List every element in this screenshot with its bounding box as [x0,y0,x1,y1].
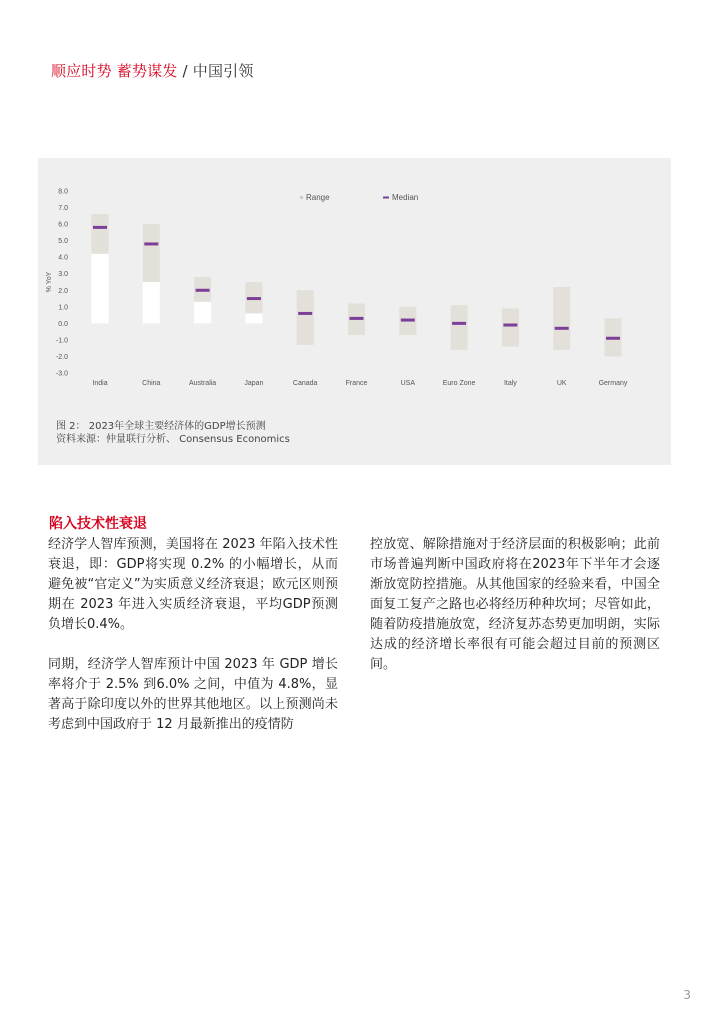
page-number: 3 [683,988,691,1002]
range-bar [502,308,519,346]
median-mark [247,297,261,300]
median-mark [452,322,466,325]
y-tick-label: -2.0 [55,353,68,361]
median-mark [555,327,569,330]
range-gap [245,313,262,323]
body-column-left [48,535,338,755]
median-mark [401,319,415,322]
median-mark [196,289,210,292]
range-gap [194,302,211,324]
y-tick-label: 7.0 [58,205,68,213]
range-bar [143,224,160,282]
median-mark [144,242,158,245]
figure-caption [56,420,290,446]
range-gap [92,254,109,323]
median-mark [298,312,312,315]
figure-panel [38,158,671,465]
y-axis-label: % YoY [46,271,53,293]
header-separator: / [177,62,193,80]
x-category-label: India [92,380,108,387]
gdp-forecast-chart [38,158,671,413]
y-tick-label: 6.0 [58,221,68,229]
range-bar [92,214,109,254]
section-title: 陷入技术性衰退 [49,516,147,532]
x-category-label: Germany [598,380,628,387]
y-tick-label: 1.0 [58,304,68,312]
x-category-label: Italy [503,380,517,387]
y-tick-label: 2.0 [58,287,68,295]
median-mark [606,337,620,340]
range-bar [553,287,570,350]
legend-median-label: Median [392,193,419,202]
median-mark [93,226,107,229]
y-tick-label: 8.0 [58,188,68,196]
y-tick-label: 4.0 [58,254,68,262]
y-tick-label: 3.0 [58,271,68,279]
header-section-title: 顺应时势 蓄势谋发 [51,62,178,80]
range-bar [297,290,314,345]
legend-median-swatch [383,197,389,199]
body-paragraph: 控放宽、解除措施对于经济层面的积极影响；此前市场普遍判断中国政府将在2023年下半年才会逐渐放宽防控措施。从其他国家的经验来看，中国全面复工复产之路也必将经历种种坎坷；尽管如此，随着防疫措施放宽，经济复苏态势更加明朗，实际达成的经济增长率很有可能会超过目前的预测区间。 [370,537,660,672]
range-gap [143,282,160,323]
figure-caption-title: 图 2： 2023年全球主要经济体的GDP增长预测 [56,421,266,432]
y-tick-label: -3.0 [55,370,68,378]
x-category-label: USA [400,380,416,387]
x-category-label: Canada [292,380,318,387]
figure-caption-source: 资料来源：仲量联行分析、 Consensus Economics [56,434,290,445]
median-mark [350,317,364,320]
body-paragraph: 经济学人智库预测，美国将在 2023 年陷入技术性衰退，即：GDP将实现 0.2% 的小幅增长，从而避免被“官定义”为实质意义经济衰退；欧元区则预期在 2023 年进入实质经济衰退，平均GDP预测负增长0.4%。 [48,537,338,632]
header-report-title: 中国引领 [192,62,254,80]
y-tick-label: 0.0 [58,320,68,328]
median-mark [503,324,517,327]
page-header [51,60,254,81]
body-column-right [370,535,660,695]
y-tick-label: 5.0 [58,238,68,246]
x-category-label: Japan [244,380,264,387]
x-category-label: France [345,380,368,387]
legend-range-swatch [300,196,303,199]
x-category-label: UK [556,380,567,387]
x-category-label: Euro Zone [442,380,476,387]
range-bar [451,305,468,350]
x-category-label: Australia [188,380,217,387]
legend-range-label: Range [306,193,330,202]
x-category-label: China [142,380,161,387]
y-tick-label: -1.0 [55,337,68,345]
body-paragraph: 同期，经济学人智库预计中国 2023 年 GDP 增长率将介于 2.5% 到6.0% 之间，中值为 4.8%，显著高于除印度以外的世界其他地区。以上预测尚未考虑到中国政府于 12 月最新推出的疫情防 [48,657,338,732]
